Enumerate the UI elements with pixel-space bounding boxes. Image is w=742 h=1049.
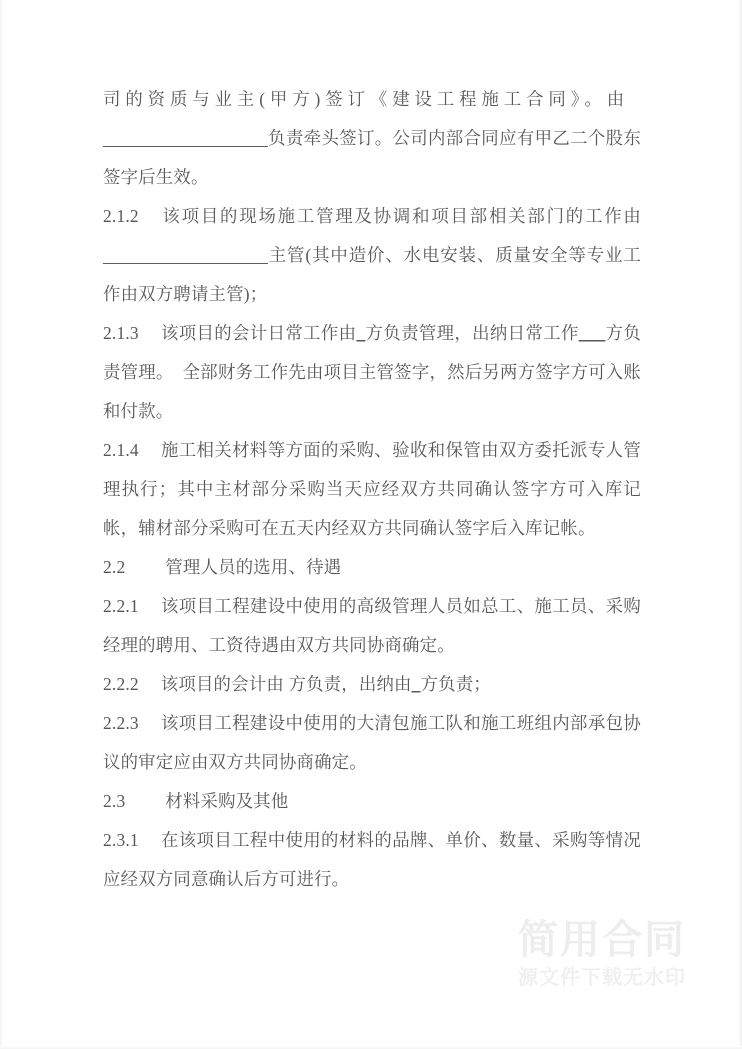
paragraph-line-text: 方负责管理，出纳日常工作 (365, 323, 579, 343)
paragraph-2-2-3 (103, 704, 641, 782)
document-body (103, 80, 641, 899)
page-edge-right (738, 0, 742, 1049)
section-number: 2.2 (103, 557, 126, 577)
watermark-subtitle: 源文件下载无水印 (518, 967, 686, 989)
paragraph-2-3-1 (103, 821, 641, 899)
watermark-title: 简用合同 (518, 918, 686, 962)
paragraph-line-text: 个股东签字后生效。 (103, 128, 641, 187)
section-number: 2.2.3 (103, 713, 139, 733)
paragraph-line-text: 材料采购及其他 (165, 791, 289, 811)
paragraph-line-text: 由 (623, 206, 641, 226)
watermark (497, 917, 707, 991)
paragraph-2-2-2 (103, 665, 641, 704)
paragraph-2-1-3 (103, 314, 641, 431)
section-number: 2.2.1 (103, 596, 139, 616)
paragraph-line-text: 该项目的会计由 (160, 674, 284, 694)
paragraph-2-2-1 (103, 587, 641, 665)
paragraph-2-2 (103, 548, 641, 587)
paragraph-continuation (103, 80, 641, 197)
paragraph-line-text: 该项目的现场施工管理及协调和项目部相关部门的工作 (160, 206, 624, 226)
section-number: 2.3.1 (103, 830, 139, 850)
paragraph-line-text: 由 (606, 89, 630, 109)
paragraph-line-text: 方负责，出纳由 (288, 674, 412, 694)
fill-in-blank-rule[interactable] (103, 263, 268, 264)
section-number: 2.1.2 (103, 206, 139, 226)
paragraph-line-text: 施工相关材料等方面的采购、验收和保管由双方委托派专人管理执行；其中主材部分采购当天应经双方共同确认签字方可入库记帐，辅材部分采购可在五天内经双方共同确认签字后入库记帐。 (103, 440, 641, 538)
paragraph-line-text: 该项目工程建设中使用的高级管理人员如总工、施工员、采购经理的聘用、工资待遇由双方共同协商确定。 (103, 596, 641, 655)
section-number: 2.1.3 (103, 323, 139, 343)
paragraph-line-text: 司的资质与业主(甲方)签订《建设工程施工合同》。 (103, 89, 607, 109)
inline-blank-b[interactable]: _ (411, 674, 421, 694)
inline-blank-a[interactable]: _ (356, 323, 366, 343)
paragraph-line-text: 全部财务工作先由项目主管签字，然后另两方签字方可入账和付款。 (103, 362, 642, 421)
paragraph-2-1-4 (103, 431, 641, 548)
page-edge-left (0, 0, 3, 1049)
section-number: 2.1.4 (103, 440, 139, 460)
paragraph-line-text: 专业工作由双方聘请主管)； (103, 245, 641, 304)
inline-blank-b[interactable]: ___ (578, 323, 606, 343)
paragraph-line-text: 方负责管理。 (103, 323, 641, 382)
paragraph-line-text: 该项目工程建设中使用的大清包施工队和施工班组内部承包协议的审定应由双方共同协商确定。 (103, 713, 641, 772)
paragraph-line-text: 负责牵头签订。公司内部合同应有甲乙二 (268, 128, 588, 148)
paragraph-line-text: 方负责； (420, 674, 491, 694)
section-number: 2.3 (103, 791, 126, 811)
paragraph-line-text: 该项目的会计日常工作由 (160, 323, 357, 343)
fill-in-blank-rule[interactable] (103, 146, 268, 147)
paragraph-2-3 (103, 782, 641, 821)
paragraph-line-text: 管理人员的选用、待遇 (165, 557, 342, 577)
paragraph-2-1-2 (103, 197, 641, 314)
paragraph-line-text: 主管(其中造价、水电安装、质量安全等 (268, 245, 587, 265)
paragraph-line-text: 在该项目工程中使用的材料的品牌、单价、数量、采购等情况应经双方同意确认后方可进行。 (103, 830, 641, 889)
section-number: 2.2.2 (103, 674, 139, 694)
